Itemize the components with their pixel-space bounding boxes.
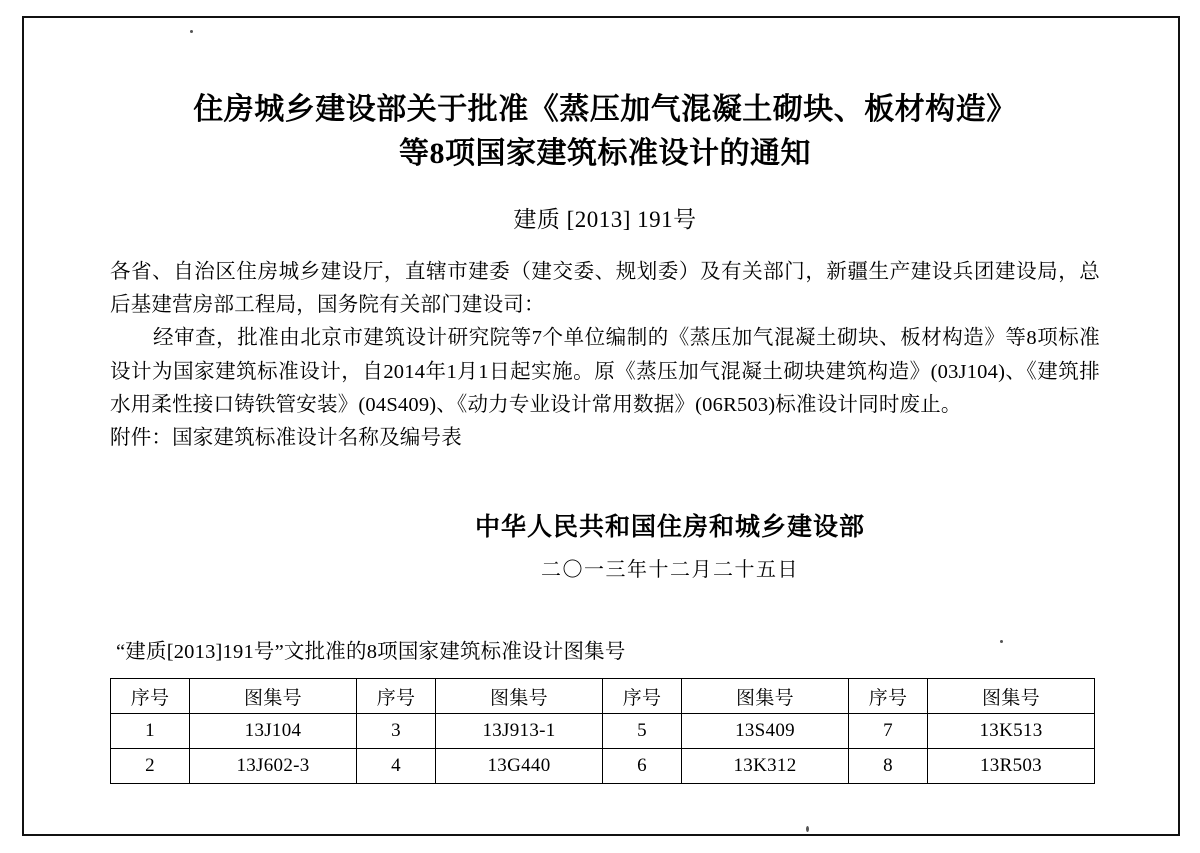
paragraph-approval: 经审查，批准由北京市建筑设计研究院等7个单位编制的《蒸压加气混凝土砌块、板材构造》等8项标准设计为国家建筑标准设计，自2014年1月1日起实施。原《蒸压加气混凝土砌块建筑构造》(03J104)、《建筑排水用柔性接口铸铁管安装》(04S409)、《动力专业设计常用数据》(06R503)标准设计同时废止。	[110, 327, 1100, 416]
table-caption: “建质[2013]191号”文批准的8项国家建筑标准设计图集号	[116, 641, 626, 664]
document-number: 建质 [2013] 191号	[513, 207, 697, 232]
table-cell: 13R503	[928, 749, 1095, 784]
table-header-cell: 图集号	[682, 679, 849, 714]
scan-speck	[190, 30, 193, 33]
table-header-cell: 图集号	[190, 679, 357, 714]
table-row-header	[111, 679, 1095, 714]
table-cell: 13J602-3	[190, 749, 357, 784]
document-content	[110, 70, 1100, 784]
table-cell: 13S409	[682, 714, 849, 749]
table-cell: 7	[849, 714, 928, 749]
table-header-cell: 序号	[603, 679, 682, 714]
table-cell: 6	[603, 749, 682, 784]
signature-organization: 中华人民共和国住房和城乡建设部	[474, 514, 865, 542]
table-cell: 13J104	[190, 714, 357, 749]
table-cell: 13J913-1	[436, 714, 603, 749]
table-header-cell: 图集号	[436, 679, 603, 714]
table-cell: 13K312	[682, 749, 849, 784]
table-row	[111, 749, 1095, 784]
table-cell: 5	[603, 714, 682, 749]
table-row	[111, 714, 1095, 749]
page-title	[110, 70, 1100, 175]
table-header-cell: 序号	[111, 679, 190, 714]
table-cell: 13G440	[436, 749, 603, 784]
document-body	[110, 256, 1100, 455]
atlas-number-table	[110, 678, 1095, 784]
table-cell: 8	[849, 749, 928, 784]
signature-date: 二〇一三年十二月二十五日	[541, 559, 799, 582]
table-header-cell: 序号	[357, 679, 436, 714]
table-header-cell: 序号	[849, 679, 928, 714]
table-cell: 13K513	[928, 714, 1095, 749]
signature-block	[110, 507, 1100, 582]
table-header-cell: 图集号	[928, 679, 1095, 714]
paragraph-addressees: 各省、自治区住房城乡建设厅，直辖市建委（建交委、规划委）及有关部门，新疆生产建设兵团建设局，总后基建营房部工程局，国务院有关部门建设司：	[110, 261, 1100, 317]
attachment-note: 附件：国家建筑标准设计名称及编号表	[110, 427, 462, 450]
title-line-2: 等8项国家建筑标准设计的通知	[399, 136, 811, 170]
table-cell: 4	[357, 749, 436, 784]
table-cell: 3	[357, 714, 436, 749]
table-cell: 1	[111, 714, 190, 749]
scan-speck	[806, 826, 809, 832]
table-cell: 2	[111, 749, 190, 784]
title-line-1: 住房城乡建设部关于批准《蒸压加气混凝土砌块、板材构造》	[193, 93, 1017, 126]
